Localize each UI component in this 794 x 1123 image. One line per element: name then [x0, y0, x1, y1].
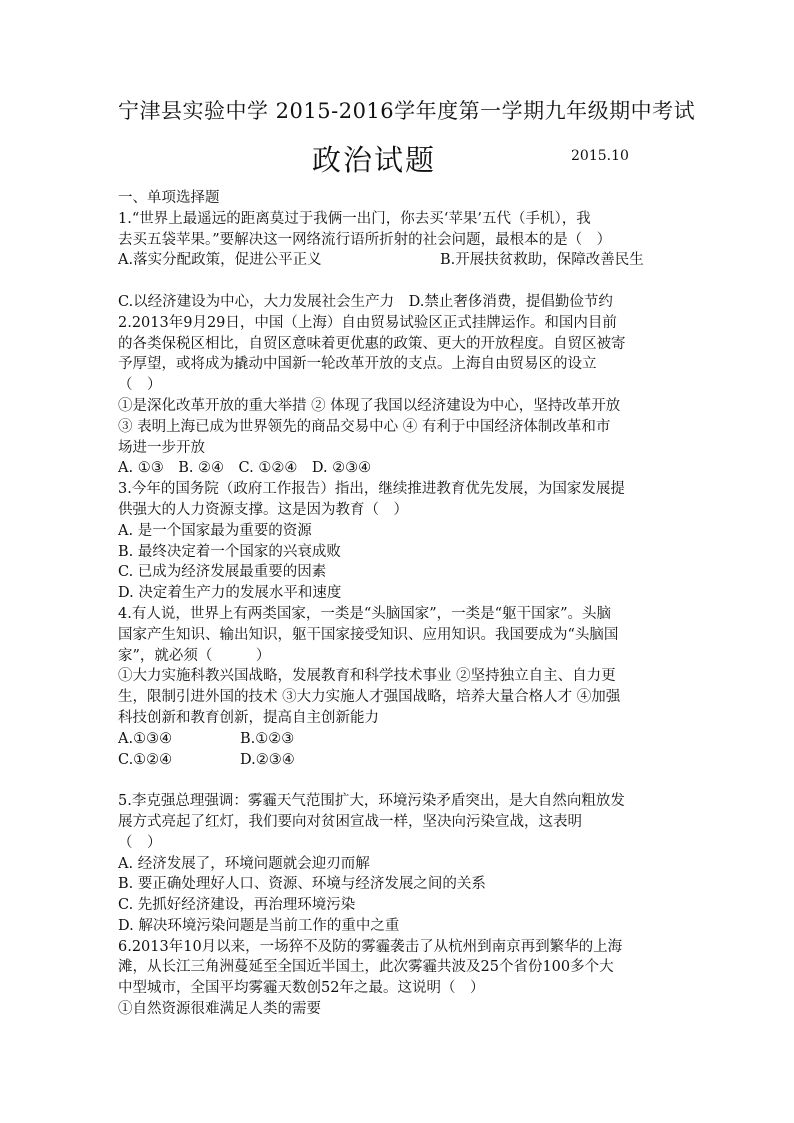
question-text-line: 国家产生知识、输出知识，躯干国家接受知识、应用知识。我国要成为“头脑国	[118, 626, 619, 643]
question-text-line: 滩，从长江三角洲蔓延至全国近半国土，此次雾霾共波及25个省份100多个大	[118, 959, 614, 976]
question-text-line: 5.李克强总理强调：雾霾天气范围扩大，环境污染矛盾突出，是大自然向粗放发	[118, 793, 625, 810]
exam-date: 2015.10	[571, 148, 629, 164]
question-text-line: 中型城市，全国平均雾霾天数创52年之最。这说明（ ）	[118, 980, 485, 997]
question-text-line: 家”，就必须（ ）	[118, 647, 271, 664]
question-text-line: 3.今年的国务院（政府工作报告）指出，继续推进教育优先发展，为国家发展提	[118, 481, 625, 498]
question-text-line: 4.有人说，世界上有两类国家，一类是“头脑国家”，一类是“躯干国家”。头脑	[118, 605, 611, 622]
exam-title: 宁津县实验中学 2015-2016学年度第一学期九年级期中考试	[118, 99, 696, 123]
question-4	[118, 604, 678, 791]
question-5	[118, 791, 678, 937]
question-text-line: ③ 表明上海已成为世界领先的商品交易中心 ④ 有利于中国经济体制改革和市	[118, 418, 611, 435]
question-text-line: 1.“世界上最遥远的距离莫过于我俩一出门，你去买‘苹果’五代（手机），我	[118, 210, 591, 227]
question-text-line: （ ）	[118, 377, 162, 394]
option-b: B. 要正确处理好人口、资源、环境与经济发展之间的关系	[118, 876, 486, 893]
option-row	[118, 729, 678, 750]
option-a: A.①③④	[118, 730, 173, 747]
question-text-line: 去买五袋苹果。”要解决这一网络流行语所折射的社会问题，最根本的是（ ）	[118, 231, 612, 248]
option-a: A. 是一个国家最为重要的资源	[118, 522, 312, 539]
question-text-line: ①自然资源很难满足人类的需要	[118, 1001, 321, 1018]
question-text-line: 场进一步开放	[118, 439, 205, 456]
option-a: A. 经济发展了，环境问题就会迎刃而解	[118, 855, 370, 872]
question-1	[118, 209, 678, 313]
option-row	[118, 250, 678, 271]
option-c: C. 已成为经济发展最重要的因素	[118, 564, 327, 581]
option-c: C. 先抓好经济建设，再治理环境污染	[118, 897, 356, 914]
option-row	[118, 750, 678, 771]
question-text-line: （ ）	[118, 834, 162, 851]
spacer	[118, 271, 678, 292]
option-b: B.开展扶贫救助，保障改善民生	[440, 252, 644, 269]
question-text-line: ①是深化改革开放的重大举措 ② 体现了我国以经济建设为中心，坚持改革开放	[118, 397, 621, 414]
question-2	[118, 313, 678, 479]
spacer	[118, 770, 678, 791]
option-d: D. 解决环境污染问题是当前工作的重中之重	[118, 917, 400, 934]
question-body	[118, 188, 678, 1020]
question-text-line: 予厚望，或将成为撬动中国新一轮改革开放的支点。上海自由贸易区的设立	[118, 356, 597, 373]
option-b: B. 最终决定着一个国家的兴衰成败	[118, 543, 341, 560]
subject-title: 政治试题	[312, 143, 437, 177]
option-row: C.以经济建设为中心，大力发展社会生产力 D.禁止奢侈消费，提倡勤俭节约	[118, 293, 613, 310]
question-text-line: 生，限制引进外国的技术 ③大力实施人才强国战略，培养大量合格人才 ④加强	[118, 689, 621, 706]
question-text-line: 展方式亮起了红灯，我们要向对贫困宣战一样，坚决向污染宣战，这表明	[118, 813, 582, 830]
option-row: A. ①③ B. ②④ C. ①②④ D. ②③④	[118, 460, 372, 477]
question-3	[118, 479, 678, 604]
option-a: A.落实分配政策，促进公平正义	[118, 252, 322, 269]
option-c: C.①②④	[118, 751, 173, 768]
question-text-line: ①大力实施科教兴国战略，发展教育和科学技术事业 ②坚持独立自主、自力更	[118, 668, 616, 685]
section-heading: 一、单项选择题	[118, 190, 220, 206]
question-6	[118, 937, 678, 1020]
question-text-line: 6.2013年10月以来，一场猝不及防的雾霾袭击了从杭州到南京再到繁华的上海	[118, 938, 623, 955]
question-text-line: 的各类保税区相比，自贸区意味着更优惠的政策、更大的开放程度。自贸区被寄	[118, 335, 626, 352]
question-text-line: 科技创新和教育创新，提高自主创新能力	[118, 709, 379, 726]
question-text-line: 2.2013年9月29日，中国（上海）自由贸易试验区正式挂牌运作。和国内目前	[118, 314, 617, 331]
question-text-line: 供强大的人力资源支撑。这是因为教育（ ）	[118, 501, 408, 518]
option-b: B.①②③	[240, 730, 295, 747]
option-d: D.②③④	[240, 751, 295, 768]
option-d: D. 决定着生产力的发展水平和速度	[118, 585, 342, 602]
